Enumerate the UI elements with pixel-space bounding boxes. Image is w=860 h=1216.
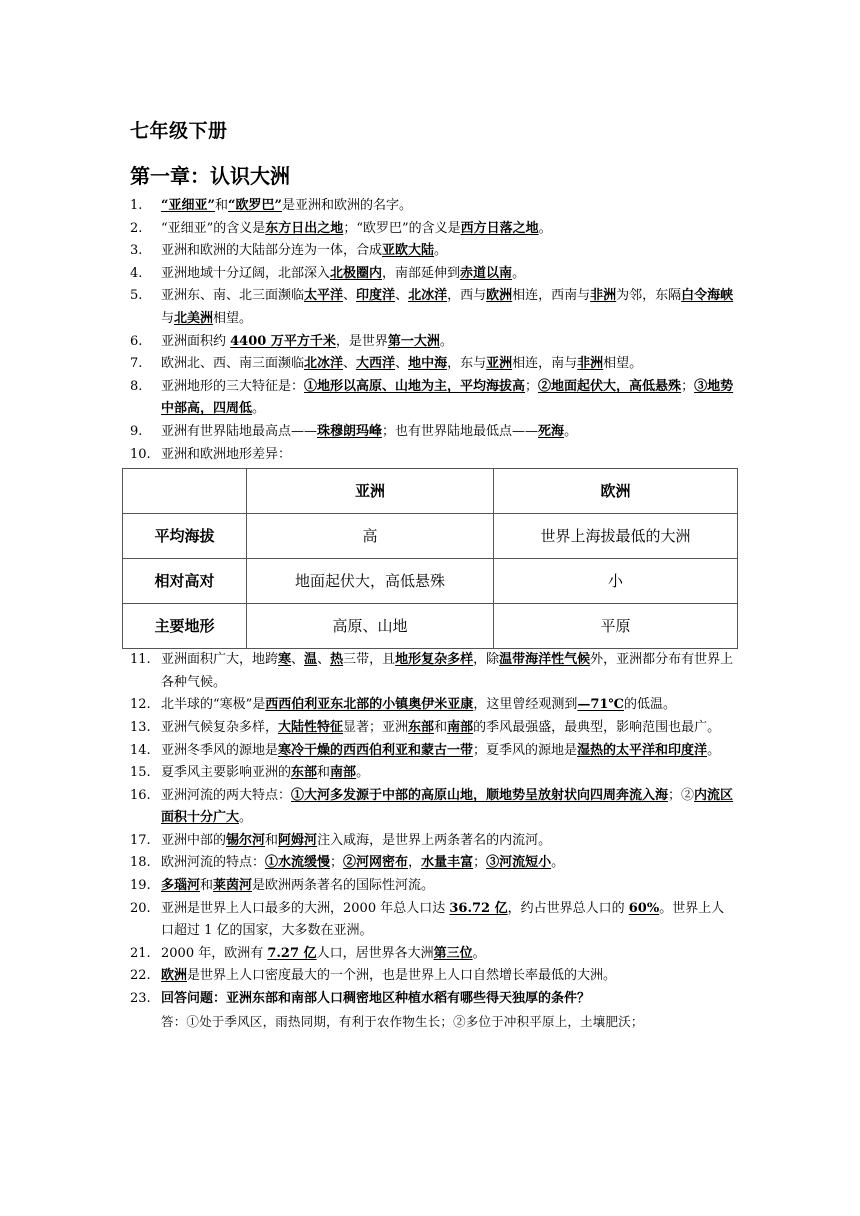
list-section-before-table [130, 195, 735, 466]
item-text: 为邻，东隔 [616, 288, 682, 304]
item-text: 和 [214, 198, 228, 213]
answer-keyword: 太平洋 [304, 288, 344, 304]
answer-keyword: 大陆性特征 [278, 719, 344, 735]
item-number: 3. [130, 243, 143, 259]
answer-keyword: 欧洲 [486, 288, 513, 304]
table-cell: 小 [494, 559, 738, 604]
item-text: “亚细亚”的含义是 [161, 220, 266, 236]
item-text: 的低温。 [624, 697, 677, 713]
table-row-label: 主要地形 [123, 604, 247, 649]
item-text: ，是世界 [335, 333, 388, 349]
table-header-cell [123, 469, 247, 514]
answer-keyword: 亚欧大陆 [382, 243, 435, 259]
item-number: 2. [130, 220, 143, 236]
list-item [130, 785, 735, 830]
item-text: 相望。 [213, 310, 253, 326]
answer-keyword: 热 [330, 652, 344, 668]
item-text: 的季风最强盛，最典型，影响范围也最广。 [473, 719, 721, 735]
item-text: 。 [551, 855, 565, 871]
item-number: 17. [130, 832, 151, 848]
item-number: 4. [130, 265, 143, 281]
item-number: 16. [130, 787, 151, 803]
table-row [123, 604, 738, 649]
item-number: 13. [130, 719, 151, 735]
item-text: 是世界上人口密度最大的一个洲，也是世界上人口自然增长率最低的大洲。 [187, 968, 617, 984]
answer-keyword: 印度洋 [356, 288, 396, 304]
item-text: 亚洲河流的两大特点： [161, 787, 292, 803]
answer-keyword: 欧洲 [161, 968, 188, 984]
item-text: 、 [343, 356, 357, 372]
list-item [130, 717, 735, 740]
list-item [130, 852, 735, 875]
answer-keyword: “欧罗巴” [227, 198, 282, 213]
answer-keyword: 多瑙河 [161, 878, 201, 894]
item-text: ，约占世界总人口的 [507, 900, 629, 916]
chapter-title: 第一章：认识大洲 [130, 164, 290, 188]
answer-keyword: 东部 [408, 719, 435, 735]
answer-keyword: 非洲 [577, 356, 604, 372]
item-number: 12. [130, 697, 151, 713]
answer-keyword: 温 [304, 652, 318, 668]
answer-keyword: 白令海峡 [681, 288, 734, 304]
answer-keyword: 珠穆朗玛峰 [317, 423, 383, 439]
item-text: 亚洲面积广大，地跨 [161, 652, 279, 668]
item-number: 15. [130, 765, 151, 781]
table-row-label: 相对高对 [123, 559, 247, 604]
answer-keyword: 西西伯利亚东北部的小镇奥伊米亚康 [265, 697, 474, 713]
item-text: 显著；亚洲 [343, 719, 409, 735]
question-text: 回答问题：亚洲东部和南部人口稠密地区种植水稻有哪些得天独厚的条件？ [161, 991, 591, 1007]
answer-keyword: 亚洲 [486, 356, 513, 372]
answer-keyword: 4400 万平方千米 [230, 333, 336, 349]
answer-keyword: 水量丰富 [421, 855, 474, 871]
item-text: 外，亚洲都分布有世界上各种气候。 [161, 652, 734, 690]
item-text: 相望。 [603, 356, 643, 372]
item-text: ，南部延伸到 [382, 265, 461, 281]
answer-keyword: ①大河多发源于中部的高原山地，顺地势呈放射状向四周奔流入海 [291, 787, 669, 803]
list-item [130, 195, 735, 218]
item-text: 亚洲气候复杂多样， [161, 719, 279, 735]
item-text: 、 [395, 356, 409, 372]
item-text: 、 [291, 652, 305, 668]
item-number: 19. [130, 878, 151, 894]
item-number: 6. [130, 333, 143, 349]
table-cell: 高 [247, 514, 494, 559]
item-text: 是欧洲两条著名的国际性河流。 [252, 878, 435, 894]
answer-keyword: 北极圈内 [330, 265, 383, 281]
answer-keyword: 莱茵河 [213, 878, 253, 894]
answer-keyword: 死海 [538, 423, 565, 439]
list-item [130, 421, 735, 444]
item-text: 亚洲中部的 [161, 832, 227, 848]
answer-keyword: ③河流短小 [486, 855, 552, 871]
list-item [130, 898, 735, 943]
table-cell: 平原 [494, 604, 738, 649]
item-number: 21. [130, 945, 151, 961]
item-text: ； [525, 378, 539, 394]
item-text: 和 [265, 832, 279, 848]
list-item [130, 649, 735, 694]
answer-keyword: 西方日落之地 [460, 220, 539, 236]
item-text: 相连，西南与 [512, 288, 591, 304]
answer-keyword: ①水流缓慢 [265, 855, 331, 871]
item-text: ，除 [473, 652, 500, 668]
item-text: 。 [252, 401, 266, 417]
item-number: 20. [130, 900, 151, 916]
list-item [130, 875, 735, 898]
item-text: 欧洲河流的特点： [161, 855, 266, 871]
answer-keyword: 地形复杂多样 [395, 652, 474, 668]
answer-keyword: 大西洋 [356, 356, 396, 372]
answer-keyword: 第三位 [433, 945, 473, 961]
table-cell: 高原、山地 [247, 604, 494, 649]
answer-keyword: 东方日出之地 [265, 220, 344, 236]
item-text: 亚洲是世界上人口最多的大洲，2000 年总人口达 [161, 900, 450, 916]
item-text: 夏季风主要影响亚洲的 [161, 765, 292, 781]
answer-keyword: 温带海洋性气候 [499, 652, 591, 668]
list-item [130, 285, 735, 330]
item-text: 相连，南与 [512, 356, 578, 372]
grade-title: 七年级下册 [130, 120, 228, 142]
item-text: 与 [161, 310, 175, 326]
list-item [130, 694, 735, 717]
list-item [130, 263, 735, 286]
table-header-cell: 欧洲 [494, 469, 738, 514]
item-number: 8. [130, 378, 143, 394]
answer-keyword: ③地势中部高，四周低 [161, 378, 734, 417]
item-number: 14. [130, 742, 151, 758]
item-text: 。 [434, 243, 448, 259]
item-text: 亚洲和欧洲地形差异： [161, 446, 292, 462]
answer-keyword: 南部 [330, 765, 357, 781]
answer-keyword: 锡尔河 [226, 832, 266, 848]
list-item [130, 218, 735, 241]
list-item [130, 353, 735, 376]
table-row [123, 559, 738, 604]
list-item [130, 376, 735, 421]
item-text: 2000 年，欧洲有 [161, 945, 268, 961]
list-item [130, 740, 735, 763]
answer-keyword: 非洲 [590, 288, 617, 304]
answer-keyword: 7.27 亿 [267, 945, 317, 961]
answer-keyword: 东部 [291, 765, 318, 781]
knowledge-list [130, 195, 735, 1033]
comparison-table [122, 468, 738, 649]
item-text: 是亚洲和欧洲的名字。 [281, 198, 412, 213]
item-text: 。 [512, 265, 526, 281]
item-text: ；夏季风的源地是 [473, 742, 578, 758]
item-text: 亚洲有世界陆地最高点—— [161, 423, 318, 439]
item-text: 、 [395, 288, 409, 304]
list-section-after-table [130, 649, 735, 1011]
answer-keyword: 第一大洲 [387, 333, 440, 349]
answer-keyword: ②地面起伏大，高低悬殊 [538, 378, 682, 394]
item-text: 和 [200, 878, 214, 894]
item-text: ，这里曾经观测到 [473, 697, 578, 713]
item-number: 5. [130, 288, 143, 304]
item-text: 北半球的“寒极”是 [161, 697, 266, 713]
answer-keyword: ①地形以高原、山地为主，平均海拔高 [304, 378, 526, 394]
answer-keyword: 北冰洋 [408, 288, 448, 304]
list-item [130, 762, 735, 785]
answer-keyword: 地中海 [408, 356, 448, 372]
item-text: 欧洲北、西、南三面濒临 [161, 356, 305, 372]
answer-keyword: 阿姆河 [278, 832, 318, 848]
item-text: ，西与 [447, 288, 487, 304]
item-text: 。 [472, 945, 486, 961]
item-text: 亚洲冬季风的源地是 [161, 742, 279, 758]
item-text: 。 [707, 742, 721, 758]
item-text: ；② [668, 787, 695, 803]
answer-keyword: 寒冷干燥的西西伯利亚和蒙古一带 [278, 742, 474, 758]
item-text: 。 [356, 765, 370, 781]
answer-keyword: “亚细亚” [161, 198, 215, 213]
list-item [130, 444, 735, 467]
item-text: 人口，居世界各大洲 [316, 945, 434, 961]
table-row [123, 514, 738, 559]
item-number: 7. [130, 356, 143, 372]
item-text: 。 [564, 423, 578, 439]
table-cell: 世界上海拔最低的大洲 [494, 514, 738, 559]
item-number: 1. [130, 198, 143, 213]
item-text: ； [330, 855, 344, 871]
table-row-label: 平均海拔 [123, 514, 247, 559]
table-cell: 地面起伏大，高低悬殊 [247, 559, 494, 604]
item-number: 22. [130, 968, 151, 984]
list-item [130, 988, 735, 1011]
answer-keyword: ②河网密布 [343, 855, 409, 871]
answer-keyword: 60% [628, 900, 660, 916]
item-text: 注入咸海，是世界上两条著名的内流河。 [317, 832, 552, 848]
item-text: 亚洲地形的三大特征是： [161, 378, 305, 394]
comparison-table-wrapper [122, 468, 735, 649]
answer-keyword: 北冰洋 [304, 356, 344, 372]
list-item [130, 240, 735, 263]
list-item [130, 943, 735, 966]
item-text: ， [408, 855, 422, 871]
list-item [130, 830, 735, 853]
item-text: ；也有世界陆地最低点—— [382, 423, 539, 439]
item-text: 。世界上人口超过 1 亿的国家，大多数在亚洲。 [161, 900, 725, 939]
answer-keyword: —71℃ [577, 697, 624, 713]
table-header-row [123, 469, 738, 514]
item-number: 18. [130, 855, 151, 871]
item-text: 三带，且 [343, 652, 396, 668]
item-text: 亚洲面积约 [161, 333, 231, 349]
table-header-cell: 亚洲 [247, 469, 494, 514]
item-text: ； [681, 378, 695, 394]
item-text: 。 [538, 220, 552, 236]
item-number: 23. [130, 991, 151, 1007]
answer-keyword: 赤道以南 [460, 265, 513, 281]
answer-keyword: 北美洲 [174, 310, 214, 326]
item-text: ；“欧罗巴”的含义是 [343, 220, 461, 236]
item-text: 、 [317, 652, 331, 668]
item-text: 亚洲和欧洲的大陆部分连为一体，合成 [161, 243, 383, 259]
item-text: ； [473, 855, 487, 871]
list-item [130, 965, 735, 988]
item-text: 。 [439, 333, 453, 349]
item-text: 和 [317, 765, 331, 781]
answer-keyword: 南部 [447, 719, 474, 735]
item-text: 和 [434, 719, 448, 735]
item-number: 11. [130, 652, 151, 668]
item-text: 、 [343, 288, 357, 304]
answer-keyword: 寒 [278, 652, 292, 668]
item-text: 亚洲东、南、北三面濒临 [161, 288, 305, 304]
list-item [130, 331, 735, 354]
answer-keyword: 内流区面积十分广大 [161, 787, 734, 826]
item-number: 10. [130, 446, 151, 462]
item-text: 亚洲地域十分辽阔，北部深入 [161, 265, 331, 281]
item-text: ，东与 [447, 356, 487, 372]
item-text: 。 [239, 810, 253, 826]
answer-keyword: 36.72 亿 [449, 900, 508, 916]
answer-text: 答：①处于季风区，雨热同期，有利于农作物生长；②多位于冲积平原上，土壤肥沃； [161, 1013, 644, 1029]
item-number: 9. [130, 423, 143, 439]
answer-keyword: 湿热的太平洋和印度洋 [577, 742, 708, 758]
